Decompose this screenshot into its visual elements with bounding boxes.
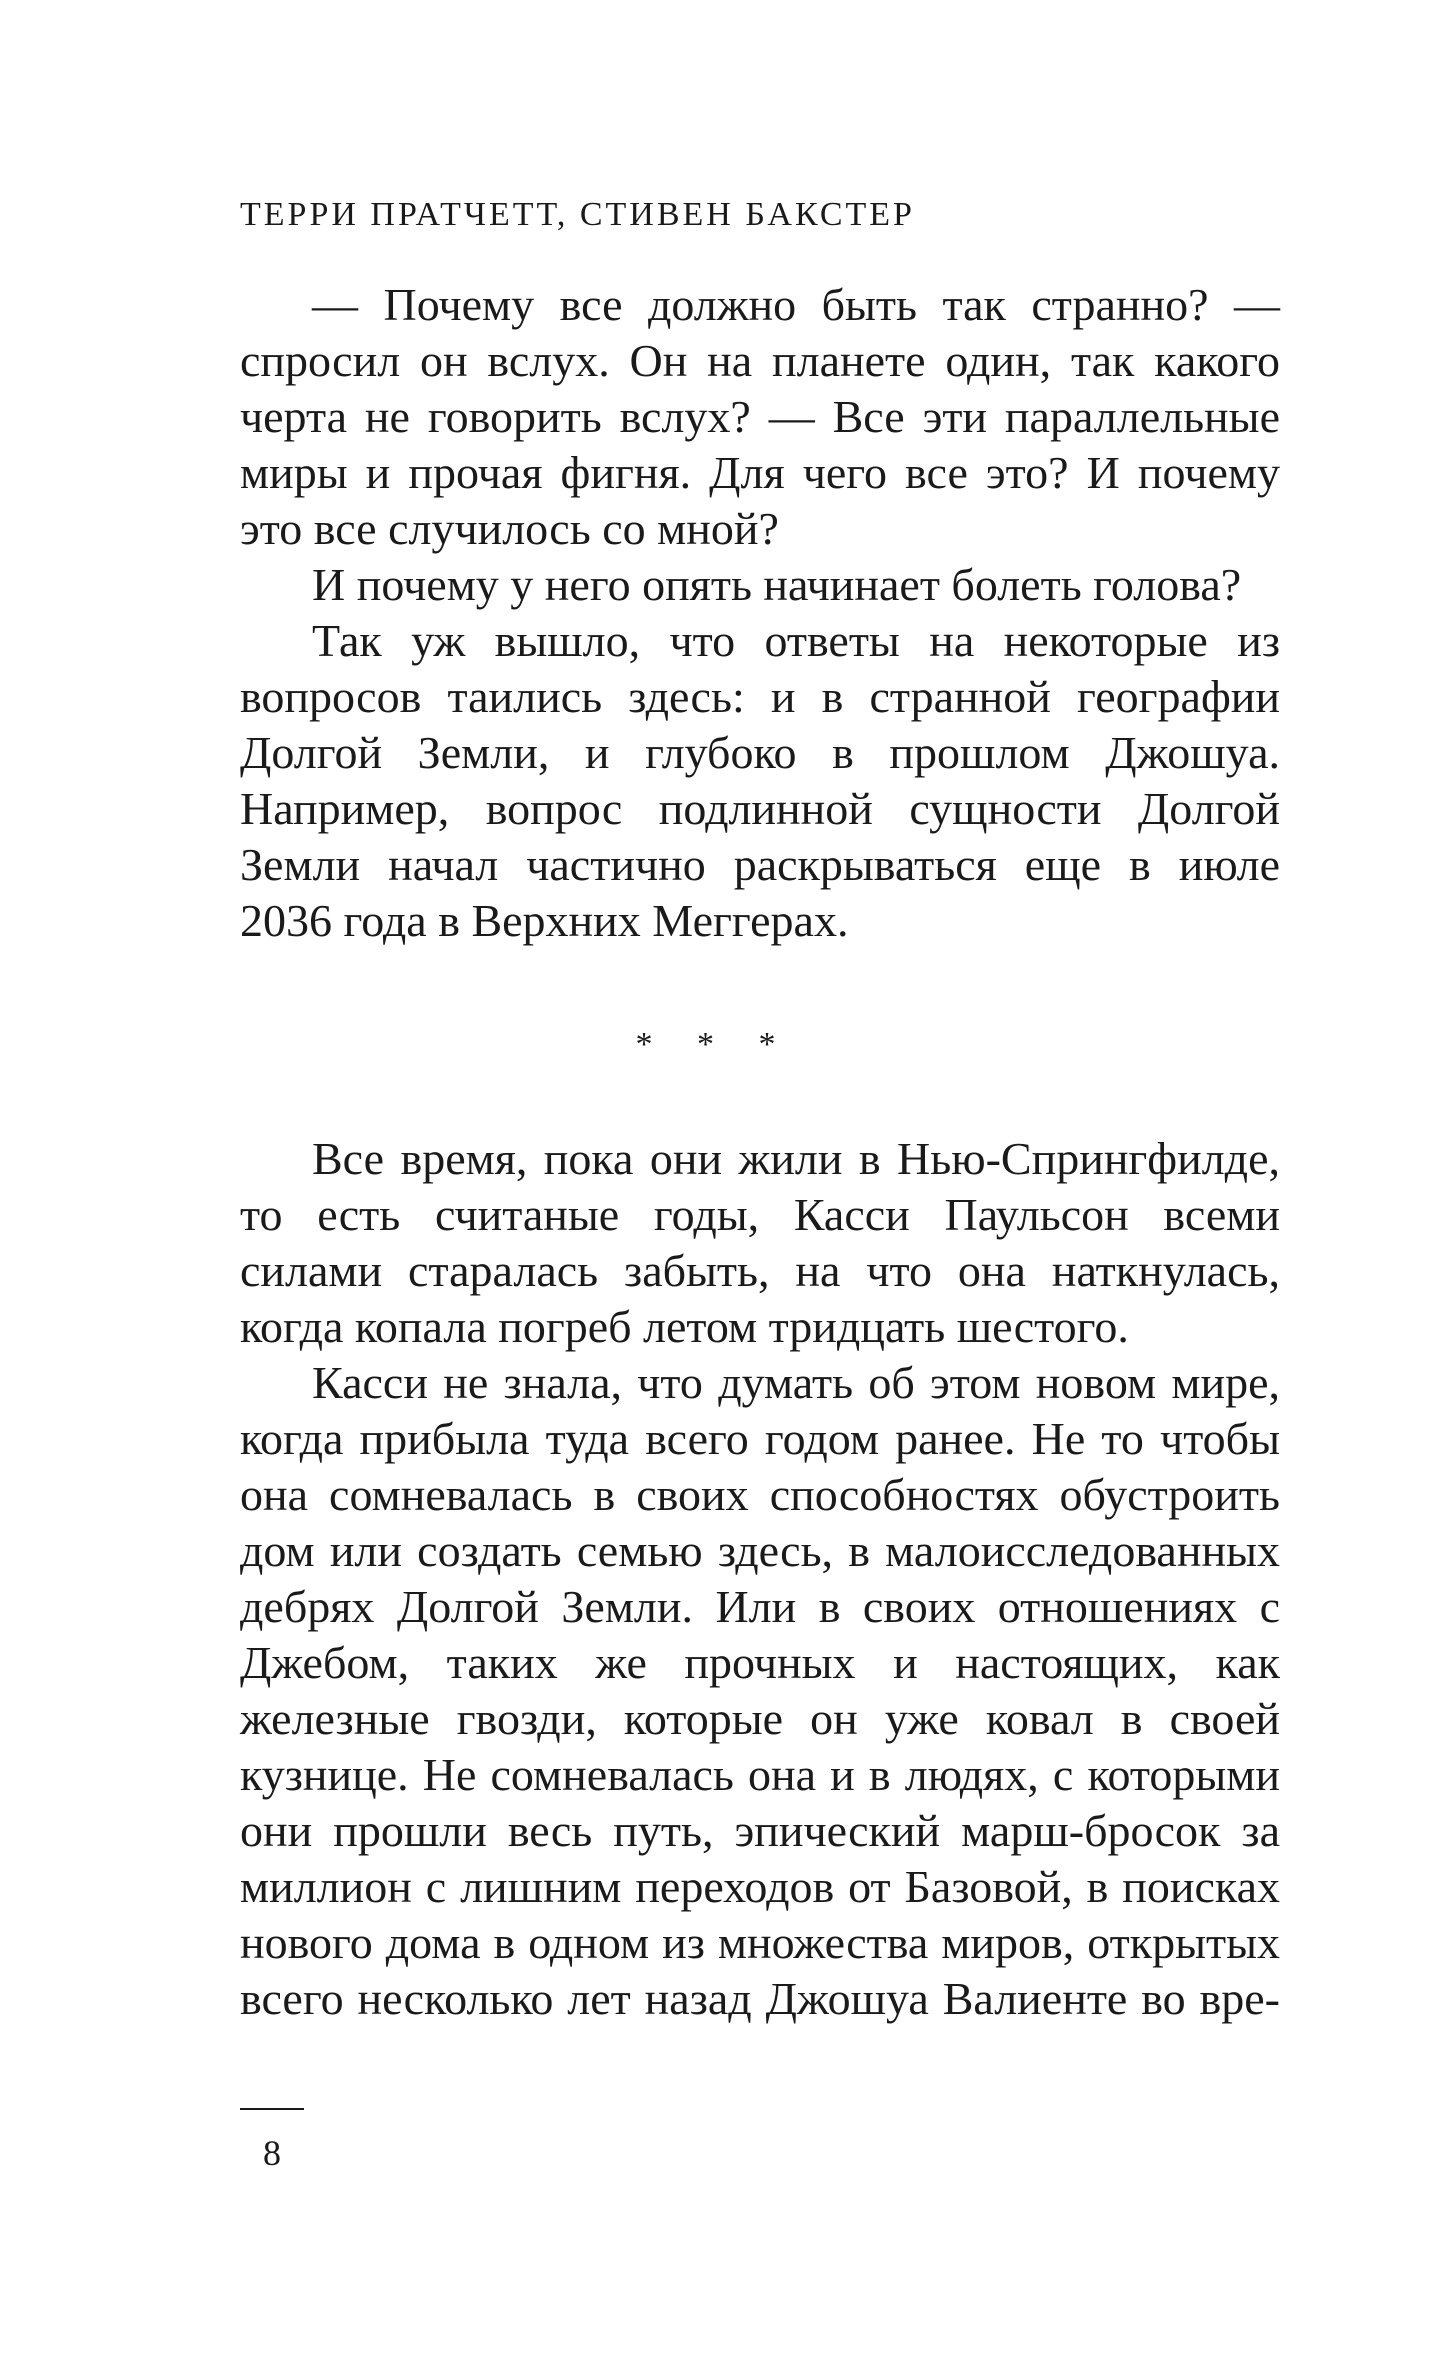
page-number: 8 xyxy=(263,2133,281,2173)
running-header: ТЕРРИ ПРАТЧЕТТ, СТИВЕН БАКСТЕР xyxy=(240,196,915,233)
paragraph: Все время, пока они жили в Нью-Спрингфилде, то есть считаные годы, Касси Паульсон всеми силами старалась забыть, на что она наткнулась, когда копала погреб летом тридцать шестого. xyxy=(240,1133,1280,1352)
paragraph: — Почему все должно быть так странно? — спросил он вслух. Он на планете один, так какого черта не говорить вслух? — Все эти параллельные миры и прочая фигня. Для чего все это? И почему это все случилось со мной? xyxy=(240,279,1280,554)
text-block-2 xyxy=(240,1131,1280,2027)
paragraph: И почему у него опять начинает болеть голова? xyxy=(312,559,1242,610)
text-block-1 xyxy=(240,277,1280,949)
page-number-rule xyxy=(240,2108,304,2110)
paragraph: Так уж вышло, что ответы на некоторые из вопросов таились здесь: и в странной географии Долгой Земли, и глубоко в прошлом Джошуа. Например, вопрос подлинной сущности Долгой Земли начал частично раскрываться еще в июле 2036 года в Верхних Меггерах. xyxy=(240,615,1280,946)
paragraph: Касси не знала, что думать об этом новом мире, когда прибыла туда всего годом ранее. Не то чтобы она сомневалась в своих способностях обустроить дом или создать семью здесь, в малоисследованных дебрях Долгой Земли. Или в своих отношениях с Джебом, таких же прочных и настоящих, как железные гвозди, которые он уже ковал в своей кузнице. Не сомневалась она и в людях, с которыми они прошли весь путь, эпический марш-бросок за миллион с лишним переходов от Базовой, в поисках нового дома в одном из множества миров, открытых всего несколько лет назад Джошуа Валиенте во вре- xyxy=(240,1357,1280,2024)
section-separator: * * * xyxy=(635,1026,794,1063)
